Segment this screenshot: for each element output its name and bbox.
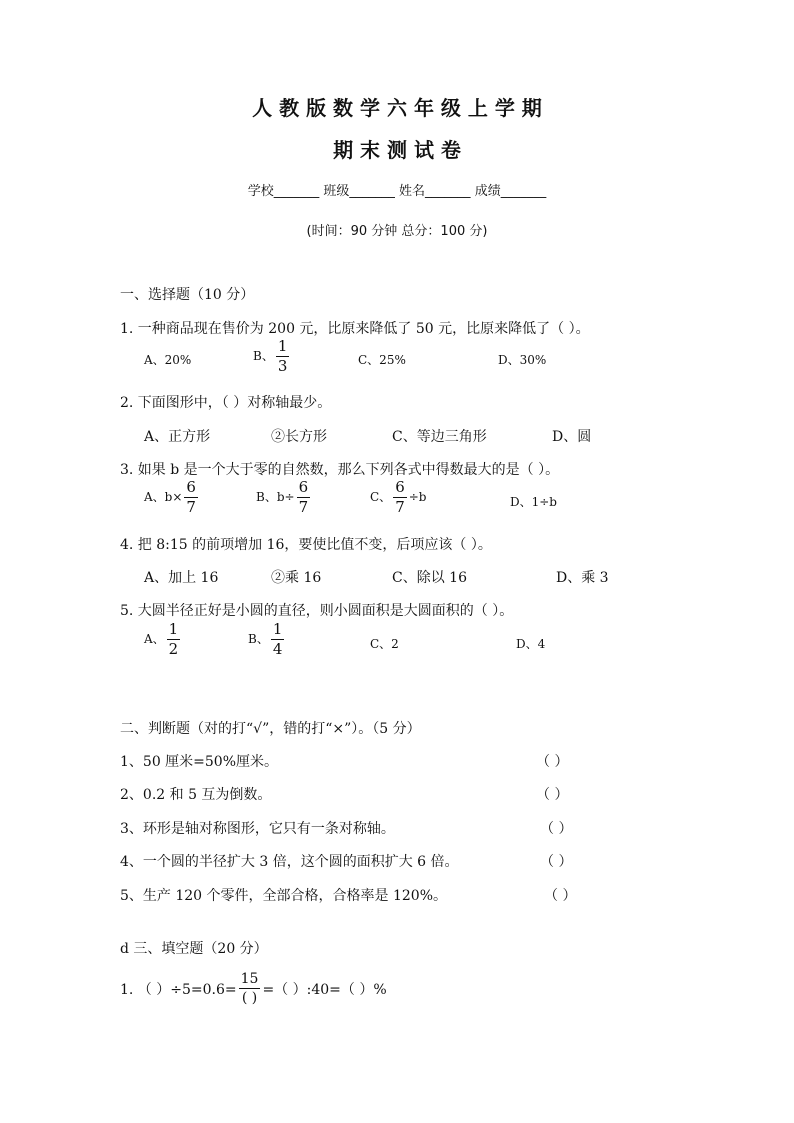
question-1: 1. 一种商品现在售价为 200 元，比原来降低了 50 元，比原来降低了（ ）。	[120, 321, 590, 337]
judge-item-3: 3、环形是轴对称图形，它只有一条对称轴。	[120, 821, 395, 837]
judge-item-1: 1、50 厘米=50%厘米。	[120, 754, 279, 770]
fraction: $\frac{1}{4}$	[272, 620, 283, 658]
q4-option-b: ②乘 16	[271, 570, 322, 586]
q3-option-b: B、b÷ $\frac{6}{7}$	[256, 478, 309, 516]
fraction: $\frac{6}{7}$	[395, 478, 405, 516]
q1-option-a: A、20%	[144, 353, 192, 367]
judge-item-5: 5、生产 120 个零件，全部合格，合格率是 120%。	[120, 888, 448, 904]
q4-option-a: A、加上 16	[144, 570, 219, 586]
judge-item-2: 2、0.2 和 5 互为倒数。	[120, 787, 272, 803]
q1-option-d: D、30%	[498, 353, 547, 367]
q5-option-b: B、 $\frac{1}{4}$	[248, 620, 283, 658]
exam-subtitle: 期 末 测 试 卷	[333, 138, 461, 162]
question-3: 3. 如果 b 是一个大于零的自然数，那么下列各式中得数最大的是（ ）。	[120, 462, 560, 478]
fraction: $\frac{6}{7}$	[186, 478, 196, 516]
judge-answer-2: （ ）	[536, 787, 569, 803]
q5-option-d: D、4	[516, 637, 546, 651]
q2-option-b: ②长方形	[271, 429, 327, 445]
judge-answer-5: （ ）	[544, 888, 577, 904]
fraction: $\frac{1}{2}$	[168, 620, 179, 658]
exam-time-line: (时间：90 分钟 总分：100 分)	[306, 224, 488, 239]
q2-option-a: A、正方形	[144, 429, 211, 445]
q3-option-a: A、b× $\frac{6}{7}$	[144, 478, 196, 516]
q5-option-c: C、2	[370, 637, 399, 651]
q4-option-d: D、乘 3	[556, 570, 609, 586]
q3-option-d: D、1÷b	[510, 495, 557, 509]
judge-item-4: 4、一个圆的半径扩大 3 倍，这个圆的面积扩大 6 倍。	[120, 854, 459, 870]
section2-heading: 二、判断题（对的打“√”，错的打“×”）。（5 分）	[120, 721, 421, 737]
question-4: 4. 把 8:15 的前项增加 16，要使比值不变，后项应该（ ）。	[120, 537, 492, 553]
q4-option-c: C、除以 16	[392, 570, 467, 586]
section1-heading: 一、选择题（10 分）	[120, 287, 255, 303]
section3-heading: d 三、填空题（20 分）	[120, 941, 268, 957]
judge-answer-4: （ ）	[540, 854, 573, 870]
q1-option-b: B、 $\frac{1}{3}$	[253, 337, 288, 375]
judge-answer-1: （ ）	[536, 754, 569, 770]
q1-option-c: C、25%	[358, 353, 406, 367]
judge-answer-3: （ ）	[540, 821, 573, 837]
question-5: 5. 大圆半径正好是小圆的直径，则小圆面积是大圆面积的（ ）。	[120, 603, 514, 619]
fraction: $\frac{1}{3}$	[277, 337, 288, 375]
q2-option-c: C、等边三角形	[392, 429, 487, 445]
fraction: $\frac{6}{7}$	[298, 478, 309, 516]
exam-title: 人 教 版 数 学 六 年 级 上 学 期	[252, 96, 542, 120]
question-2: 2. 下面图形中，（ ）对称轴最少。	[120, 395, 332, 411]
q2-option-d: D、圆	[552, 429, 592, 445]
fill-question-1: 1. （ ）÷5=0.6= $\frac{15}{( )}$ =（ ）:40=（ ）%	[120, 971, 387, 1006]
fraction: $\frac{15}{( )}$	[240, 971, 259, 1006]
student-info-line: 学校_______ 班级_______ 姓名_______ 成绩_______	[247, 184, 547, 199]
q5-option-a: A、 $\frac{1}{2}$	[144, 620, 179, 658]
q3-option-c: C、 $\frac{6}{7}$ ÷b	[370, 478, 427, 516]
